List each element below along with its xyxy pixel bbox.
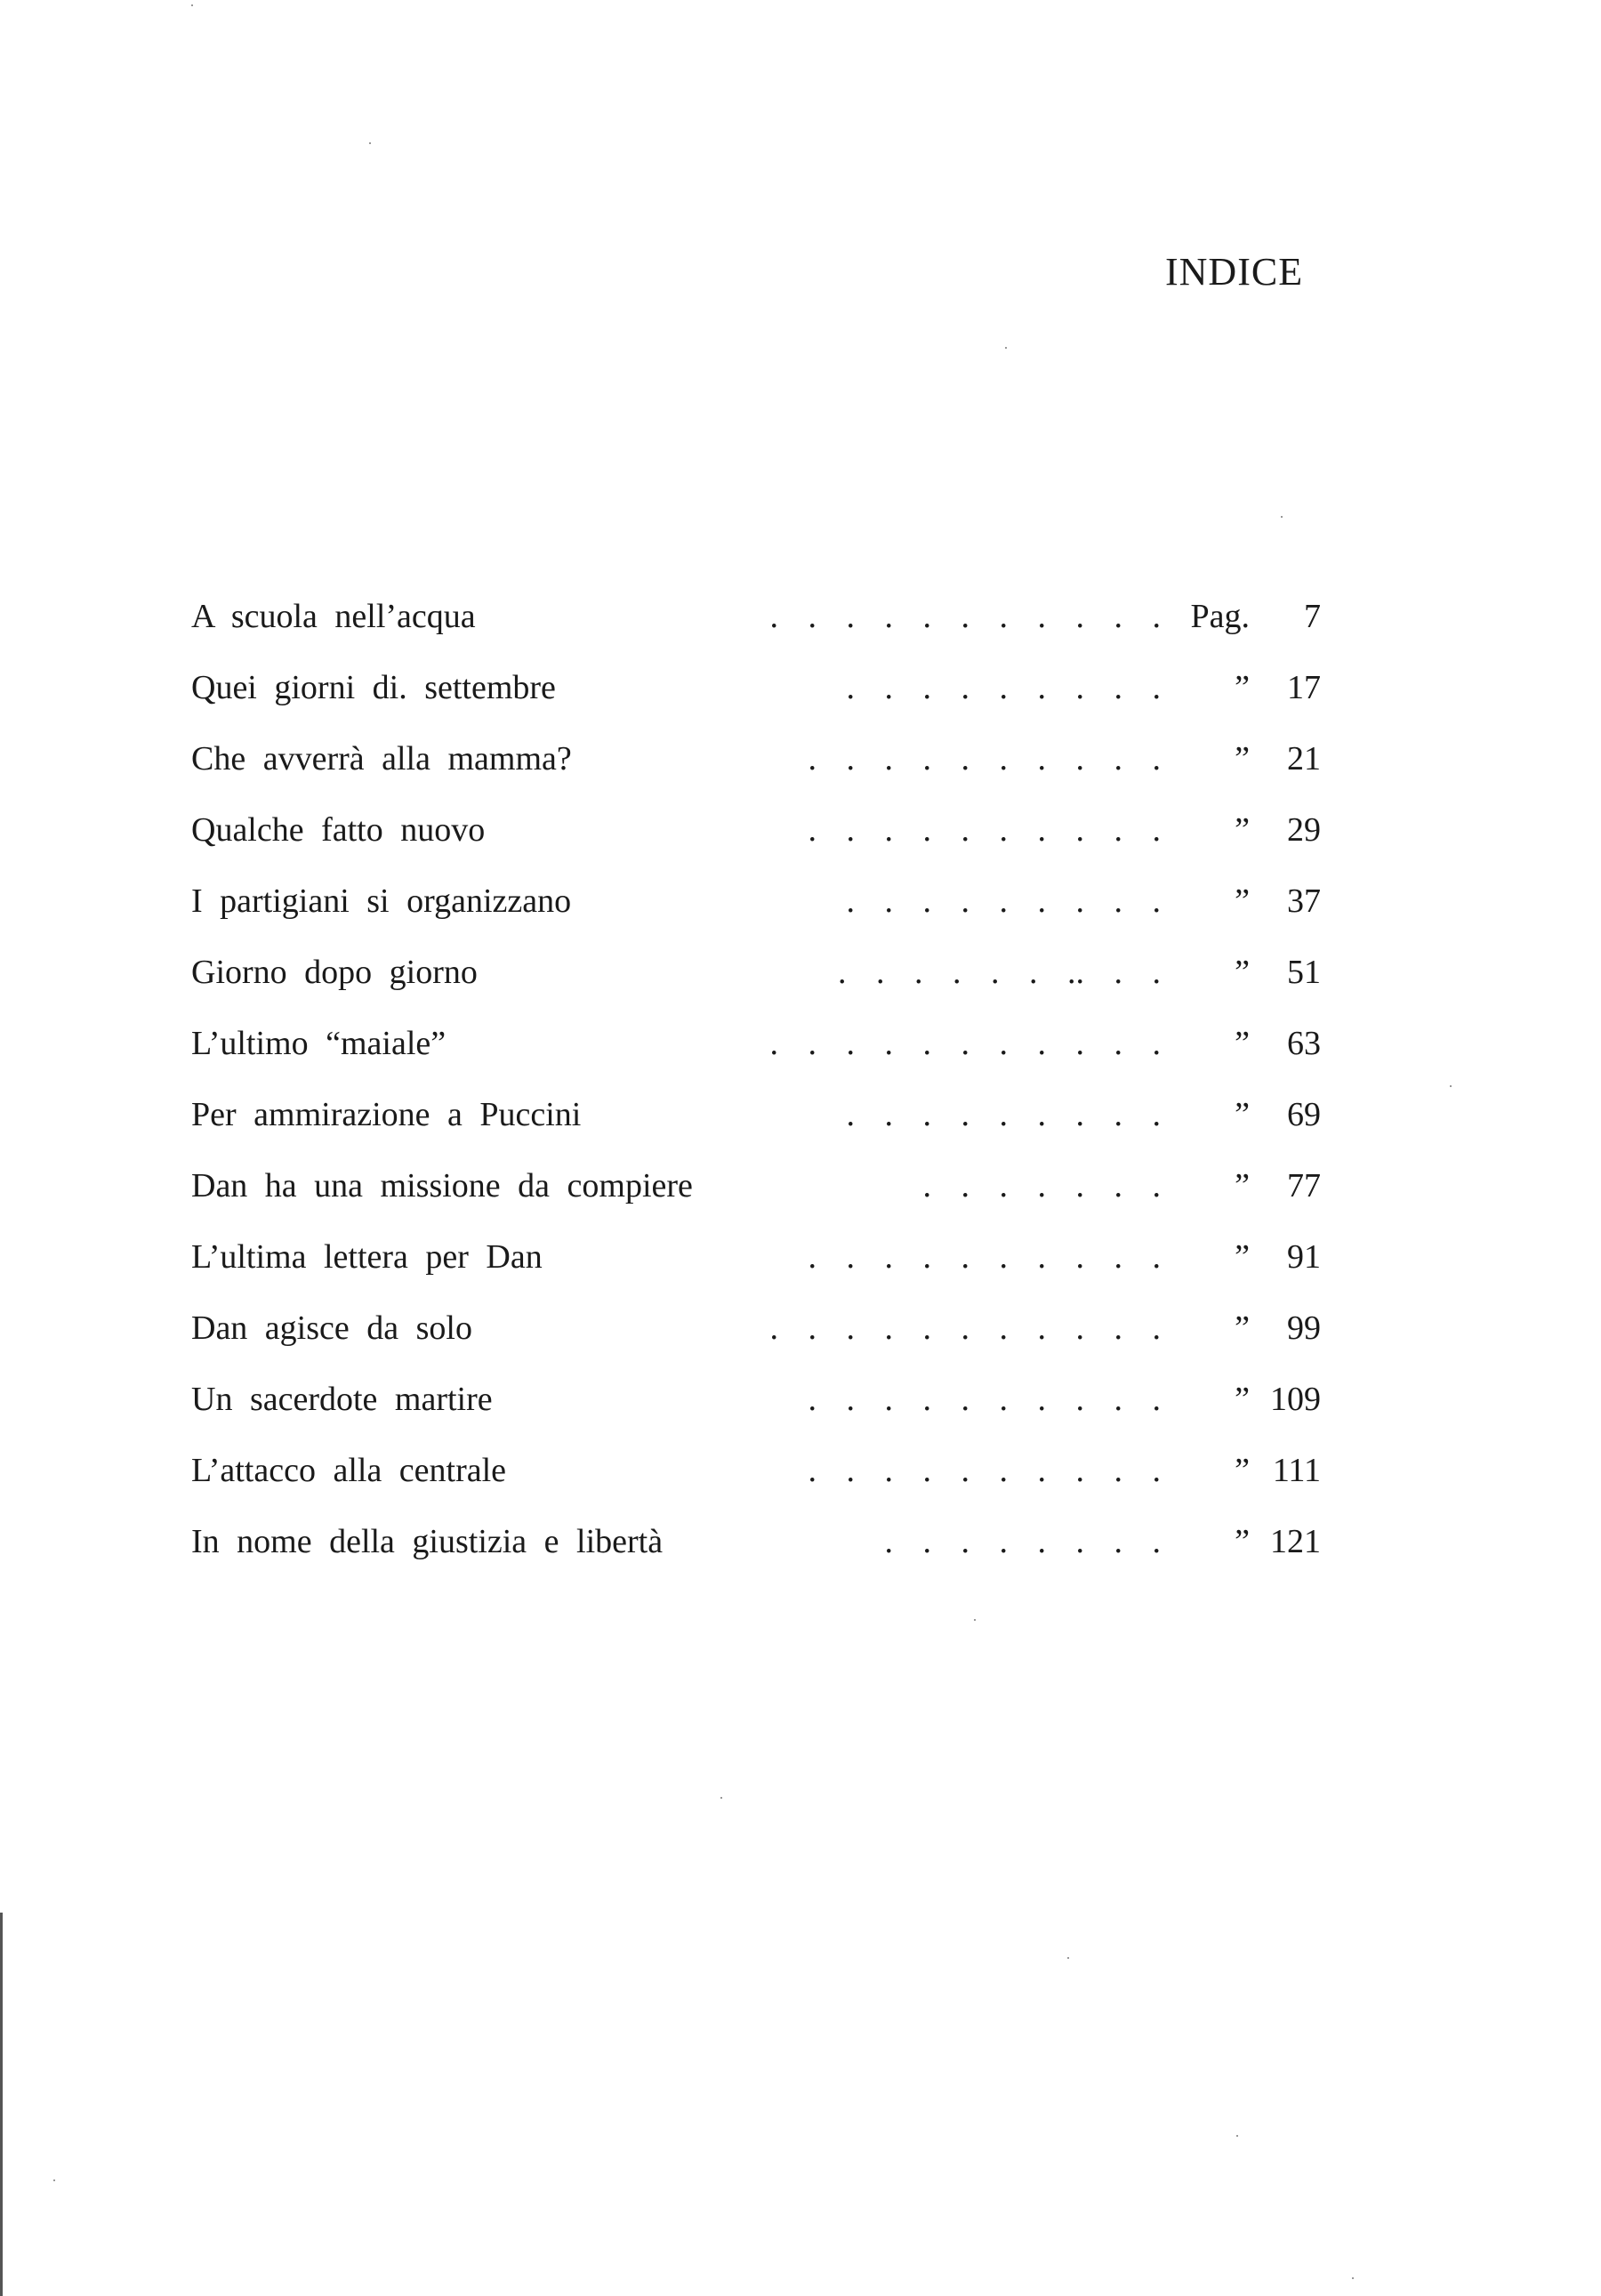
toc-entry xyxy=(191,1374,1321,1446)
toc-entry-title: Dan ha una missione da compiere xyxy=(191,1167,693,1204)
scan-speck xyxy=(1352,2277,1354,2279)
toc-entry-label: ” xyxy=(1235,1309,1250,1347)
scan-speck xyxy=(1005,347,1007,349)
toc-entry-label: ” xyxy=(1235,1523,1250,1560)
toc-entry-title: L’ultimo “maiale” xyxy=(191,1025,447,1062)
scan-speck xyxy=(974,1619,976,1621)
toc-entry xyxy=(191,734,1321,805)
toc-entry-page: 109 xyxy=(1270,1381,1321,1418)
toc-entry-page: 29 xyxy=(1287,811,1321,849)
toc-entry-title: L’ultima lettera per Dan xyxy=(191,1238,543,1276)
scan-speck xyxy=(191,4,193,6)
scan-speck xyxy=(53,2179,55,2181)
toc-entry xyxy=(191,1446,1321,1517)
toc-entry xyxy=(191,1517,1321,1588)
toc-entry-label: ” xyxy=(1235,669,1250,706)
toc-entry xyxy=(191,1232,1321,1303)
toc-entry-title: Dan agisce da solo xyxy=(191,1309,472,1347)
toc-entry-leader: . . . . . . . . . . xyxy=(808,1381,1161,1418)
toc-entry-label: ” xyxy=(1235,1096,1250,1133)
scan-speck xyxy=(1281,516,1283,518)
scan-speck xyxy=(1450,1085,1452,1087)
toc-entry-page: 77 xyxy=(1287,1167,1321,1204)
toc-entry-title: L’attacco alla centrale xyxy=(191,1452,507,1489)
toc-entry-page: 51 xyxy=(1287,954,1321,991)
toc-entry xyxy=(191,592,1321,663)
toc-entry-leader: . . . . . . . . . . xyxy=(808,1452,1161,1489)
toc-entry-title: Giorno dopo giorno xyxy=(191,954,478,991)
toc-entry-label: ” xyxy=(1235,1381,1250,1418)
toc-entry-label: ” xyxy=(1235,1238,1250,1276)
toc-entry xyxy=(191,1303,1321,1374)
scan-speck xyxy=(1236,2135,1238,2137)
toc-entry-page: 99 xyxy=(1287,1309,1321,1347)
toc-entry-label: ” xyxy=(1235,1167,1250,1204)
toc-entry-page: 17 xyxy=(1287,669,1321,706)
toc-entry-leader: . . . . . . . . . . . xyxy=(769,598,1161,635)
toc-entry xyxy=(191,876,1321,947)
toc-entry-title: In nome della giustizia e libertà xyxy=(191,1523,664,1560)
toc-entry-leader: . . . . . . . . . . xyxy=(808,1238,1161,1276)
toc-entry xyxy=(191,1161,1321,1232)
toc-entry-page: 63 xyxy=(1287,1025,1321,1062)
toc-entry-leader: . . . . . . . . . . . xyxy=(769,1025,1161,1062)
toc-entry-leader: . . . . . . . . . xyxy=(846,882,1161,920)
scan-speck xyxy=(720,1797,722,1799)
toc-entry-label: ” xyxy=(1235,1452,1250,1489)
table-of-contents xyxy=(191,592,1321,1588)
toc-entry-label: Pag. xyxy=(1190,598,1250,635)
toc-entry-leader: . . . . . . . . . . xyxy=(808,740,1161,777)
page-edge-shadow xyxy=(0,1913,3,2296)
toc-entry-title: Per ammirazione a Puccini xyxy=(191,1096,582,1133)
toc-entry-title: Quei giorni di. settembre xyxy=(191,669,556,706)
toc-entry-label: ” xyxy=(1235,740,1250,777)
toc-entry-page: 91 xyxy=(1287,1238,1321,1276)
toc-entry-label: ” xyxy=(1235,954,1250,991)
toc-entry-title: Che avverrà alla mamma? xyxy=(191,740,572,777)
page-title: INDICE xyxy=(1165,250,1304,294)
toc-entry-page: 111 xyxy=(1272,1452,1321,1489)
toc-entry-leader: . . . . . . .. . . xyxy=(838,954,1161,991)
toc-entry-page: 7 xyxy=(1304,598,1321,635)
toc-entry-leader: . . . . . . . xyxy=(922,1167,1161,1204)
toc-entry-page: 121 xyxy=(1270,1523,1321,1560)
toc-entry-leader: . . . . . . . . . xyxy=(846,669,1161,706)
scan-speck xyxy=(1067,1957,1069,1959)
toc-entry-page: 69 xyxy=(1287,1096,1321,1133)
toc-entry xyxy=(191,805,1321,876)
toc-entry-title: I partigiani si organizzano xyxy=(191,882,572,920)
toc-entry-label: ” xyxy=(1235,811,1250,849)
toc-entry-title: Qualche fatto nuovo xyxy=(191,811,486,849)
toc-entry-title: Un sacerdote martire xyxy=(191,1381,493,1418)
toc-entry-leader: . . . . . . . . xyxy=(884,1523,1161,1560)
toc-entry xyxy=(191,1019,1321,1090)
toc-entry-leader: . . . . . . . . . . xyxy=(808,811,1161,849)
toc-entry-page: 21 xyxy=(1287,740,1321,777)
toc-entry-label: ” xyxy=(1235,882,1250,920)
toc-entry xyxy=(191,1090,1321,1161)
scan-speck xyxy=(369,142,371,144)
toc-entry-title: A scuola nell’acqua xyxy=(191,598,476,635)
toc-entry-leader: . . . . . . . . . xyxy=(846,1096,1161,1133)
toc-entry-leader: . . . . . . . . . . . xyxy=(769,1309,1161,1347)
toc-entry xyxy=(191,663,1321,734)
toc-entry-page: 37 xyxy=(1287,882,1321,920)
toc-entry-label: ” xyxy=(1235,1025,1250,1062)
toc-entry xyxy=(191,947,1321,1019)
